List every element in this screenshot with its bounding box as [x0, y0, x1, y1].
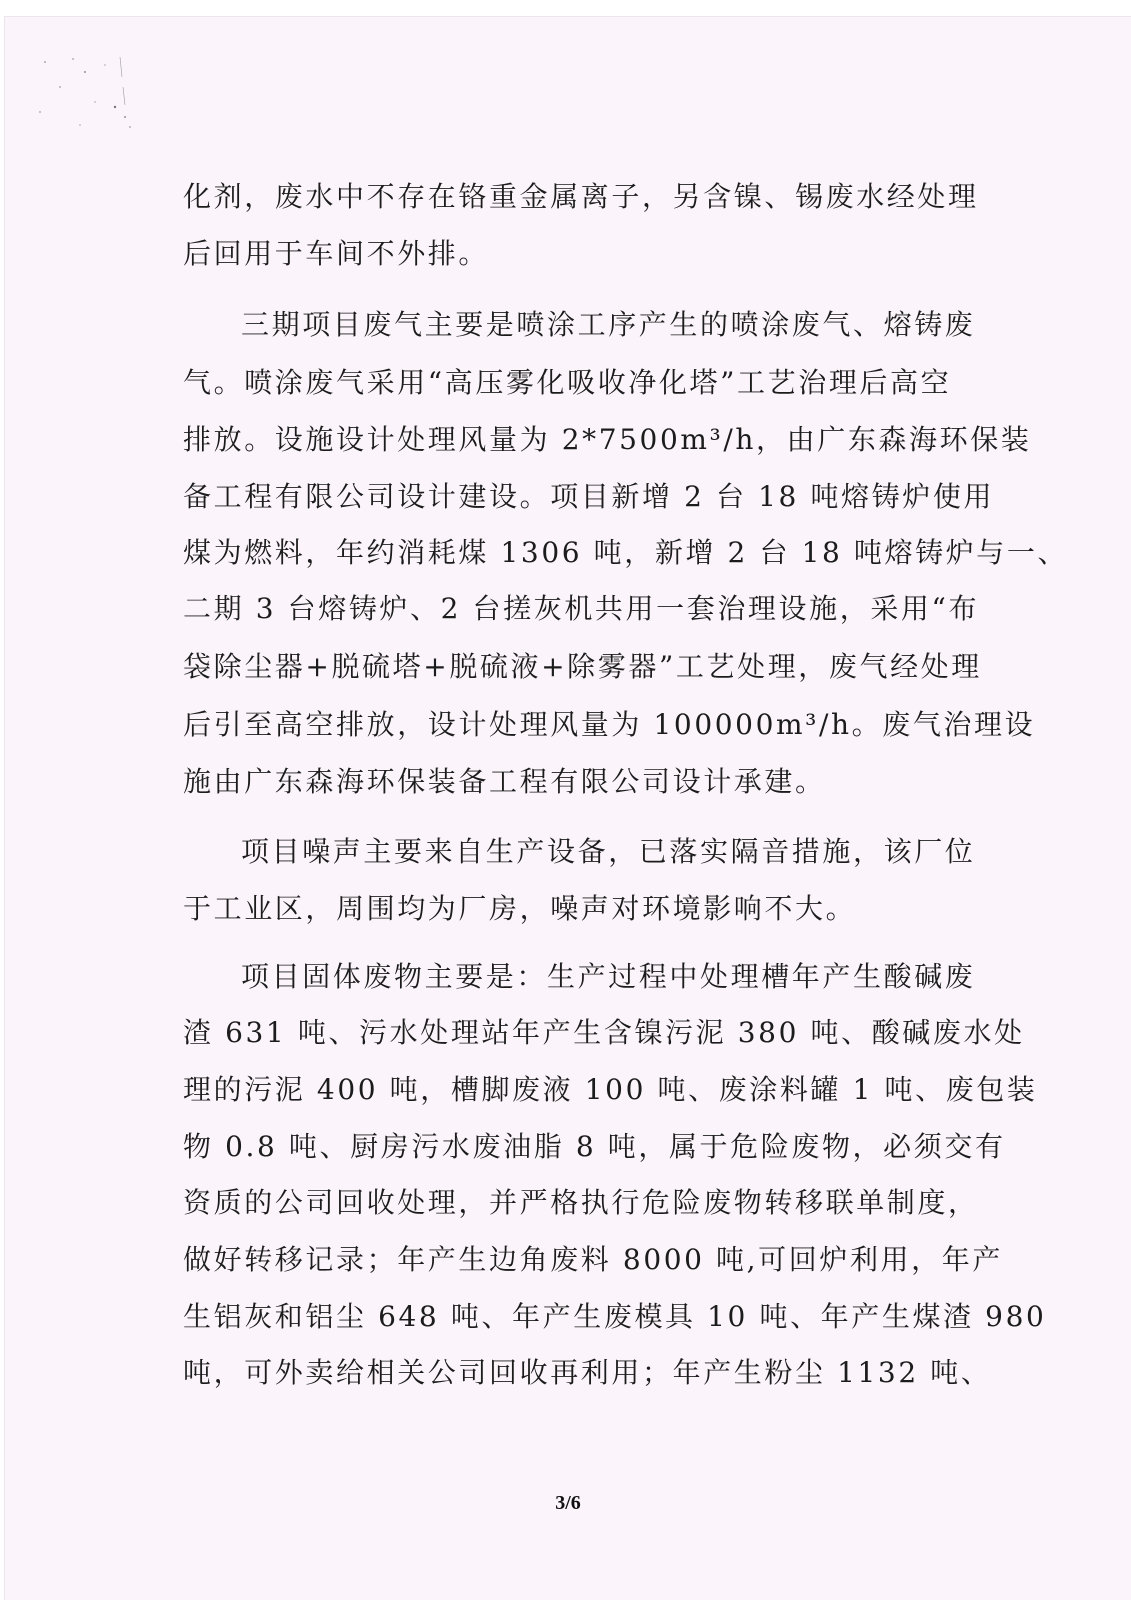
- text-line: 物 0.8 吨、厨房污水废油脂 8 吨，属于危险废物，必须交有: [183, 1130, 1006, 1163]
- text-line: 渣 631 吨、污水处理站年产生含镍污泥 380 吨、酸碱废水处: [183, 1016, 1025, 1049]
- text-line: 排放。设施设计处理风量为 2*7500m³/h，由广东森海环保装: [183, 423, 1032, 456]
- text-line: 煤为燃料，年约消耗煤 1306 吨，新增 2 台 18 吨熔铸炉与一、: [183, 536, 1069, 569]
- text-line: 理的污泥 400 吨，槽脚废液 100 吨、废涂料罐 1 吨、废包装: [183, 1073, 1038, 1106]
- paragraph-first-line: 三期项目废气主要是喷涂工序产生的喷涂废气、熔铸废: [241, 308, 976, 341]
- scanned-page: [4, 16, 1131, 1600]
- text-line: 后引至高空排放，设计处理风量为 100000m³/h。废气治理设: [183, 708, 1036, 741]
- scan-noise-specks-icon: [25, 47, 155, 157]
- text-line: 二期 3 台熔铸炉、2 台搓灰机共用一套治理设施，采用“布: [183, 592, 980, 625]
- page-number: 3/6: [555, 1492, 581, 1514]
- text-line: 吨，可外卖给相关公司回收再利用；年产生粉尘 1132 吨、: [183, 1356, 992, 1389]
- text-line: 资质的公司回收处理，并严格执行危险废物转移联单制度，: [183, 1186, 979, 1219]
- paragraph-first-line: 项目噪声主要来自生产设备，已落实隔音措施，该厂位: [241, 835, 976, 868]
- text-line: 化剂，废水中不存在铬重金属离子，另含镍、锡废水经处理: [183, 180, 979, 213]
- text-line: 后回用于车间不外排。: [183, 237, 490, 270]
- text-line: 备工程有限公司设计建设。项目新增 2 台 18 吨熔铸炉使用: [183, 480, 995, 513]
- text-line: 于工业区，周围均为厂房，噪声对环境影响不大。: [183, 892, 857, 925]
- paragraph-first-line: 项目固体废物主要是：生产过程中处理槽年产生酸碱废: [241, 960, 976, 993]
- text-line: 做好转移记录；年产生边角废料 8000 吨,可回炉利用，年产: [183, 1243, 1003, 1276]
- text-line: 施由广东森海环保装备工程有限公司设计承建。: [183, 765, 826, 798]
- text-line: 生铝灰和铝尘 648 吨、年产生废模具 10 吨、年产生煤渣 980: [183, 1300, 1047, 1333]
- text-line: 气。喷涂废气采用“高压雾化吸收净化塔”工艺治理后高空: [183, 366, 952, 399]
- text-line: 袋除尘器+脱硫塔+脱硫液+除雾器”工艺处理，废气经处理: [183, 650, 982, 683]
